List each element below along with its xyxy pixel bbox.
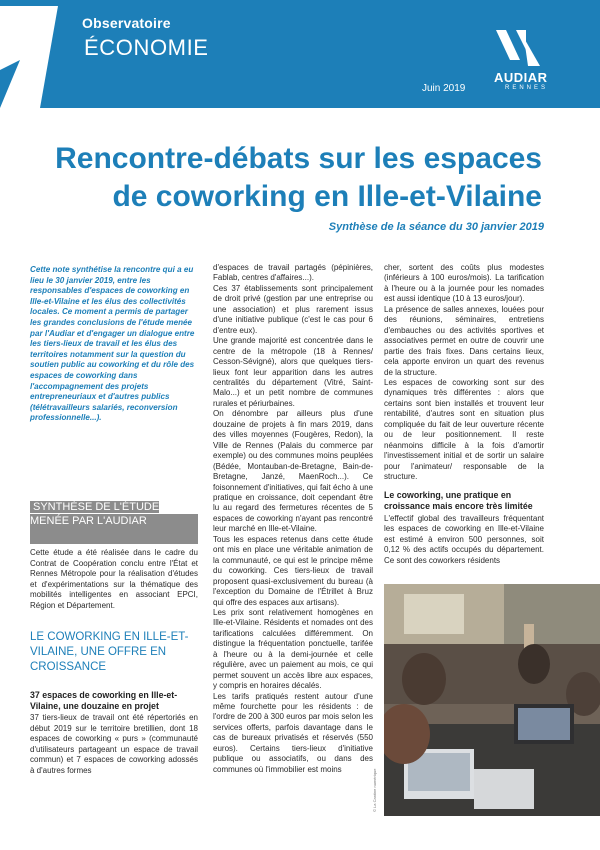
- spaces-paragraph: 37 tiers-lieux de travail ont été répertoriés en début 2019 sur le territoire bretillien, dont 18 espaces de coworking « purs » (communauté d'utilisateurs partageant un espace de travail commun) et 7 espaces de coworking adossés à d'autres formes: [30, 713, 198, 775]
- paragraph: Une grande majorité est concentrée dans le centre de la métropole (18 à Rennes/ Cesson-Sévigné), alors que quelques tiers-lieux font leur apparition dans les autres centralités du département (Vitré, Saint-Malo...) et un petit nombre de communes rurales et périurbaines.: [213, 336, 373, 408]
- logo-name: AUDIAR: [494, 70, 548, 85]
- photo-illustration: [384, 584, 600, 816]
- subheading-growth: Le coworking, une pratique en croissance mais encore très limitée: [384, 490, 533, 511]
- series-label: Observatoire: [82, 15, 171, 31]
- page-title-line-1: Rencontre-débats sur les espaces: [55, 142, 542, 175]
- paragraph: Tous les espaces retenus dans cette étude ont mis en place une véritable animation de la communauté, ce qui est le principe même du coworking. Ces tiers-lieux de travail proposent quasi-exclusivement du bureau (à l'exception du Domaine de l'Étrillet à Bruz qui offre des espaces aux artisans).: [213, 534, 373, 607]
- page-title-line-2: de coworking en Ille-et-Vilaine: [112, 180, 542, 213]
- letter-a-shape: [0, 0, 80, 108]
- paragraph: La présence de salles annexes, louées pour des réunions, séminaires, entretiens d'embauches ou des activités sportives et associatives permet en outre de couvrir une partie des frais fixes. Dans certains lieux, cela apporte environ un quart des revenus de la structure.: [384, 304, 544, 377]
- section-heading-coworking: LE COWORKING EN ILLE-ET-VILAINE, UNE OFFRE EN CROISSANCE: [30, 631, 189, 673]
- paragraph: Ces 37 établissements sont principalement de droit privé (gestion par une entreprise ou une association) et plus rarement issus d'une initiative publique (c'est le cas pour 6 d'entre eux).: [213, 283, 373, 335]
- intro-text: Cette note synthétise la rencontre qui a eu lieu le 30 janvier 2019, entre les responsables d'espaces de coworking en Ille-et-Vilaine et les élus des collectivités locales. Ce moment a permis de partager les grandes conclusions de l'étude menée par l'Audiar et d'engager un dialogue entre les tiers-lieux de travail et les élus des territoires notamment sur la question du soutien public au coworking et du rôle des espaces de coworking dans l'accompagnement des projets entrepreneuriaux et d'autres publics (télétravailleurs salariés, reconversion professionnelle...).: [30, 265, 195, 423]
- subheading-37-spaces: 37 espaces de coworking en Ille-et-Vilaine, une douzaine en projet: [30, 690, 178, 711]
- paragraph: Les prix sont relativement homogènes en Ille-et-Vilaine. Résidents et nomades ont des tarifications calculées différemment. On distingue la fréquentation ponctuelle, tarifée à l'heure ou à la demi-journée et celle régulière, avec un paiement au mois, ce qui permet souvent un accès libre aux espaces, y compris en horaires décalés.: [213, 607, 373, 691]
- paragraph: cher, sortent des coûts plus modestes (inférieurs à 100 euros/mois). La tarification à l'heure ou à la journée pour les nomades est aussi identique (10 à 13 euros/jour).: [384, 263, 544, 304]
- study-paragraph: Cette étude a été réalisée dans le cadre du Contrat de Coopération conclu entre l'État et Rennes Métropole pour la réalisation d'études et d'expérimentations sur la thématique des mobilités intelligentes en associant EPCI, Région et Département.: [30, 548, 198, 610]
- growth-paragraph: L'effectif global des travailleurs fréquentant les espaces de coworking en Ille-et-Vilaine est estimé à environ 500 personnes, soit 0,12 % des actifs occupés du département. Ce sont des coworkers résidents: [384, 514, 544, 565]
- column-two: [213, 263, 373, 775]
- paragraph: d'espaces de travail partagés (pépinières, Fablab, centres d'affaires...).: [213, 263, 373, 283]
- section-heading-study: SYNTHÈSE DE L'ÉTUDE MENÉE PAR L'AUDIAR: [30, 501, 160, 527]
- header-banner: [0, 0, 600, 108]
- photo-credit: © La Cantine numérique: [372, 768, 377, 812]
- page-subtitle: Synthèse de la séance du 30 janvier 2019: [328, 221, 544, 233]
- paragraph: Les espaces de coworking sont sur des dynamiques très différentes : alors que certains sont bien installés et trouvent leur rentabilité, d'autres sont en situation plus compliquée du fait de leur ouverture récente ou de leur positionnement. Il reste néanmoins difficile à la fois d'amortir l'investissement initial et de sortir un salaire pour l'animateur/ responsable de la structure.: [384, 377, 544, 482]
- paragraph: On dénombre par ailleurs plus d'une douzaine de projets à fin mars 2019, dans des villes moyennes (Fougères, Redon), la Ville de Rennes (Palais du commerce par exemple) ou des communes moins peuplées (Bédée, Montauban-de-Bretagne, Bain-de-Bretagne, Janzé, MaenRoch...). Ce foisonnement d'initiatives, qui fait écho à une pratique en croissance, doit cependant être lu au regard des fermetures récentes de 5 espaces de coworking n'ayant pas rencontré leur marché en Ille-et-Vilaine.: [213, 409, 373, 534]
- paragraph: Les tarifs pratiqués restent autour d'une même fourchette pour les résidents : de l'ordre de 200 à 300 euros par mois selon les services offerts, parfois davantage dans le cas de bureaux privatisés et réservés (550 euros). Certains tiers-lieux d'initiative publique ou associatifs, ou dans des communes où l'immobilier est moins: [213, 691, 373, 774]
- audiar-logo-icon: [494, 28, 542, 68]
- series-title: ÉCONOMIE: [84, 35, 209, 60]
- column-three: [384, 263, 544, 483]
- logo-city: RENNES: [505, 85, 549, 91]
- publication-date: Juin 2019: [422, 83, 466, 94]
- coworking-photo: [384, 584, 600, 816]
